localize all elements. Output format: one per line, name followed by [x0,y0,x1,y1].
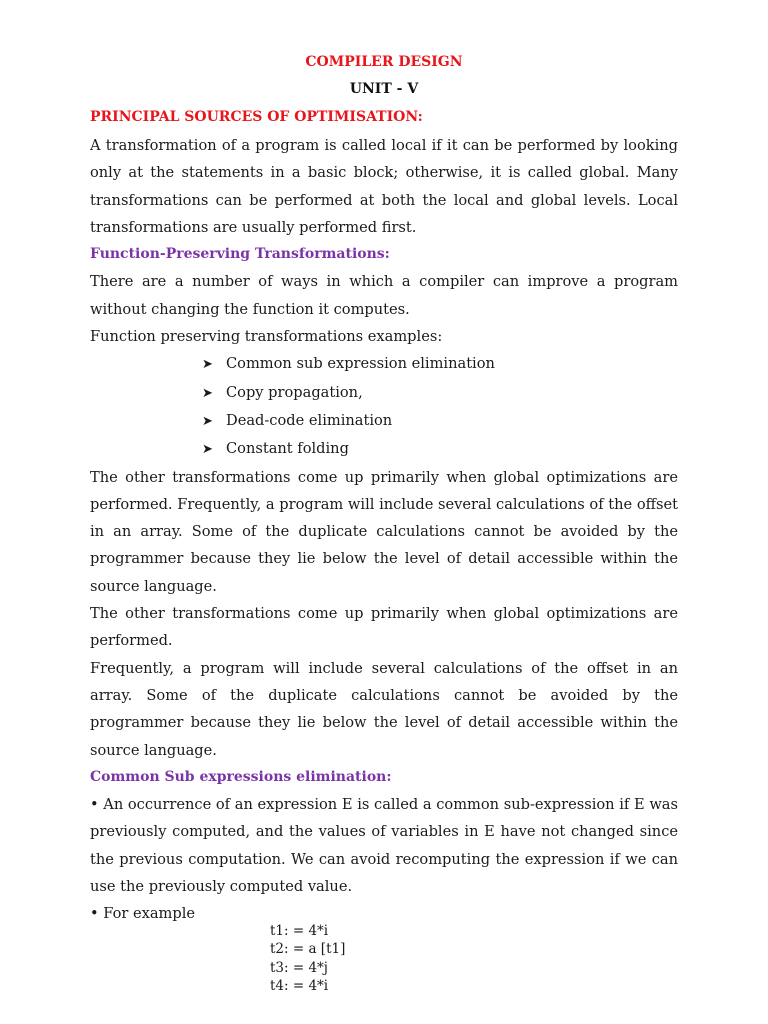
cse-definition: • An occurrence of an expression E is called a common sub-expression if E was previously computed, and the values of variables in E have not changed since the previous computation. We can avoid recomputing the expression if we can use the previously computed value. [90,796,678,896]
arrow-bullet-icon: ➤ [202,413,213,429]
code-line: t1: = 4*i [270,922,329,939]
code-line: t3: = 4*j [270,959,328,976]
document-title: COMPILER DESIGN [305,54,463,70]
arrow-bullet-icon: ➤ [202,357,213,373]
list-item [202,435,678,463]
examples-list [90,350,678,463]
section-title: PRINCIPAL SOURCES OF OPTIMISATION: [90,109,423,125]
other-transformations-paragraph: The other transformations come up primarily when global optimizations are performed. Frequently, a program will include several calculations of the offset in an array. Some of the duplicate calculations cannot be avoided by the programmer because they lie below the level of detail accessible within the source language. [90,468,678,595]
list-item [202,407,678,435]
cse-heading: Common Sub expressions elimination: [90,768,392,785]
arrow-bullet-icon: ➤ [202,385,213,401]
code-line: t4: = 4*i [270,978,329,995]
code-example [270,922,678,996]
arrow-bullet-icon: ➤ [202,442,213,458]
cse-example-label: • For example [90,905,196,923]
document-body [90,132,678,996]
examples-label: Function preserving transformations examples: [90,328,443,346]
function-preserving-paragraph: There are a number of ways in which a compiler can improve a program without changing the function it computes. [90,273,678,318]
list-item [202,379,678,407]
intro-paragraph: A transformation of a program is called local if it can be performed by looking only at the statements in a basic block; otherwise, it is called global. Many transformations can be performed at both the local and global levels. Local transformations are usually performed first. [90,137,678,236]
list-item-label: Common sub expression elimination [226,355,495,373]
list-item-label: Constant folding [226,440,349,458]
list-item-label: Copy propagation, [226,383,363,401]
list-item-label: Dead-code elimination [226,411,393,429]
global-optimizations-paragraph: The other transformations come up primarily when global optimizations are performed. [90,605,678,650]
code-line: t2: = a [t1] [270,941,346,958]
unit-title: UNIT - V [349,81,419,97]
list-item [202,350,678,378]
function-preserving-heading: Function-Preserving Transformations: [90,246,390,263]
offset-calculations-paragraph: Frequently, a program will include several calculations of the offset in an array. Some of the duplicate calculations cannot be avoided by the programmer because they lie below the level of detail accessible within the source language. [90,659,678,759]
